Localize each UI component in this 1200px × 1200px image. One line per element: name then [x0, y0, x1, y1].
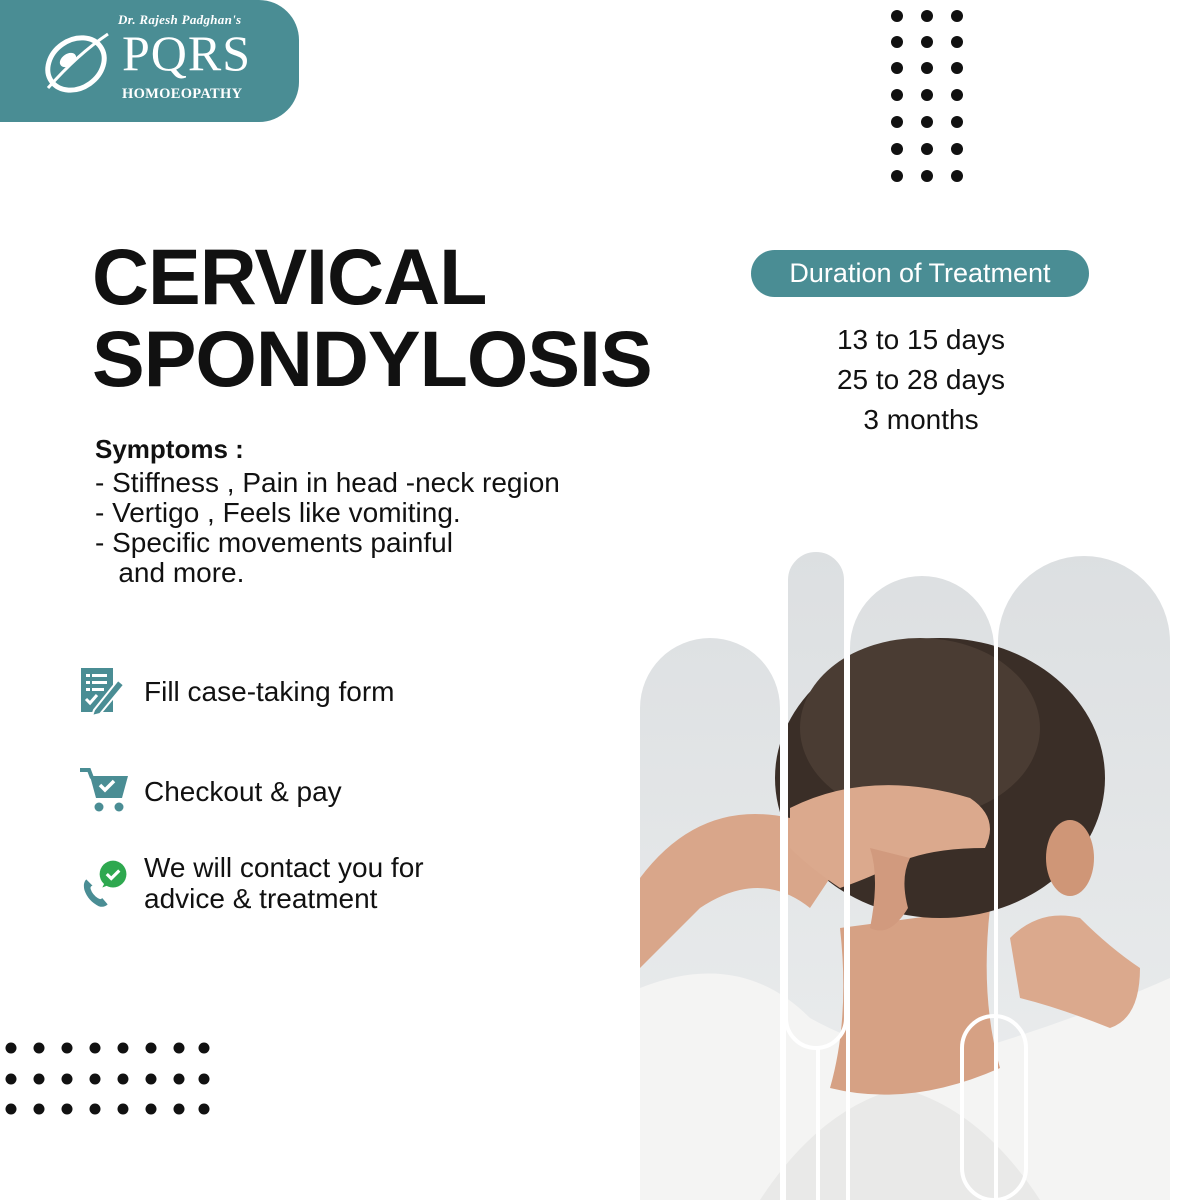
step-contact[interactable]: [78, 852, 424, 914]
duration-list: [770, 320, 1072, 440]
brand-logo[interactable]: [0, 0, 299, 122]
symptom-item: - Stiffness , Pain in head -neck region: [95, 467, 560, 498]
step-label: Fill case-taking form: [144, 675, 395, 707]
title-line-1: CERVICAL: [92, 232, 487, 321]
neck-pain-photo: [640, 548, 1200, 1200]
step-checkout[interactable]: [78, 766, 342, 816]
step-label: We will contact you for advice & treatment: [144, 852, 424, 914]
symptom-item: - Specific movements painful: [95, 527, 453, 558]
symptom-item: and more.: [95, 557, 245, 588]
symptoms-heading: Symptoms :: [95, 434, 244, 464]
phone-chat-icon: [78, 858, 132, 908]
step-label: Checkout & pay: [144, 775, 342, 807]
decorative-dot-grid-bottom: [5, 1042, 210, 1116]
duration-heading: Duration of Treatment: [789, 258, 1051, 288]
logo-emblem-icon: [38, 24, 118, 104]
duration-heading-badge: [751, 250, 1089, 297]
duration-item: 25 to 28 days: [836, 364, 1006, 395]
form-icon: [78, 666, 132, 716]
symptom-list: [95, 468, 560, 588]
decorative-dot-grid-top: [890, 10, 968, 190]
duration-item: 3 months: [863, 404, 979, 435]
symptom-item: - Vertigo , Feels like vomiting.: [95, 497, 461, 528]
title-line-2: SPONDYLOSIS: [92, 314, 652, 403]
duration-item: 13 to 15 days: [836, 324, 1006, 355]
cart-icon: [78, 766, 132, 816]
logo-subtitle: HOMOEOPATHY: [122, 86, 243, 102]
step-fill-form[interactable]: [78, 666, 395, 716]
page-title: [92, 232, 652, 403]
logo-name: PQRS: [122, 25, 252, 81]
logo-tagline: Dr. Rajesh Padghan's: [118, 12, 242, 27]
